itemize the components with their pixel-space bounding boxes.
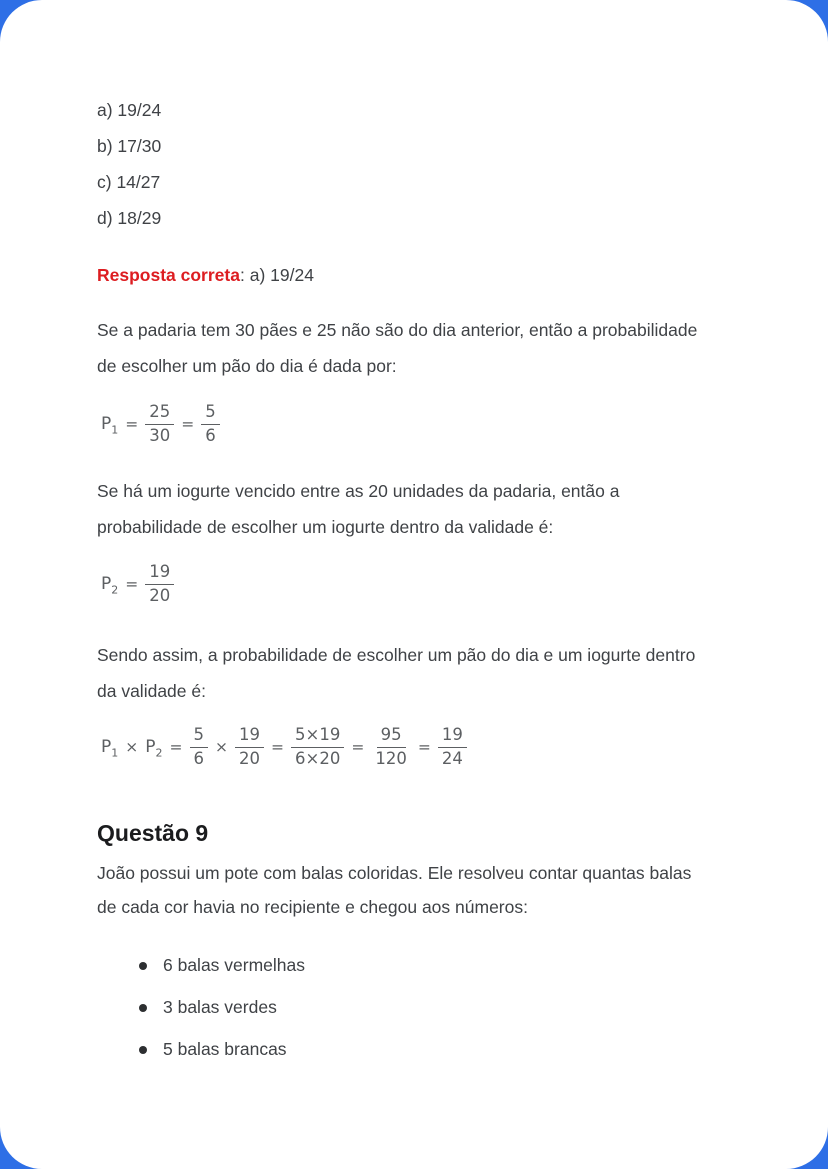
formula-operator: × — [125, 738, 139, 757]
explanation-paragraph-3-line-2: da validade é: — [97, 681, 206, 701]
bullet-item-label: 6 balas vermelhas — [163, 955, 306, 975]
formula-fraction: $\frac{19}{20}$ — [235, 726, 264, 769]
bullet-icon — [139, 962, 147, 970]
formula-fraction: $\frac{25}{30}$ — [145, 403, 174, 446]
formula-fraction: $\frac{5}{6}$ — [201, 403, 220, 446]
answer-option: d) 18/29 — [97, 208, 162, 228]
answer-option: a) 19/24 — [97, 100, 162, 120]
answer-option: c) 14/27 — [97, 172, 161, 192]
formula-operator: = — [169, 738, 183, 757]
formula-fraction: $\frac{95}{120}$ — [375, 725, 407, 768]
bullet-item-label: 3 balas verdes — [163, 997, 277, 1017]
list-item — [139, 955, 305, 976]
explanation-paragraph-2-line-1: Se há um iogurte vencido entre as 20 unidades da padaria, então a — [97, 481, 620, 501]
correct-answer-line — [97, 265, 314, 286]
formula-fraction: $\frac{19}{24}$ — [438, 726, 467, 769]
correct-answer-label: Resposta correta — [97, 265, 240, 285]
formula-variable: $P_2$ — [145, 736, 163, 760]
explanation-paragraph-3-line-1: Sendo assim, a probabilidade de escolher um pão do dia e um iogurte dentro — [97, 645, 696, 665]
formula-operator: = — [125, 415, 139, 434]
question-9-intro-line-2: de cada cor havia no recipiente e chegou aos números: — [97, 897, 528, 917]
formula-operator: = — [181, 415, 195, 434]
explanation-paragraph-1-line-1: Se a padaria tem 30 pães e 25 não são do dia anterior, então a probabilidade — [97, 320, 698, 340]
formula-p1 — [101, 403, 220, 446]
formula-fraction: $\frac{19}{20}$ — [145, 563, 174, 606]
list-item — [139, 997, 277, 1018]
formula-fraction: $\frac{5\times 19}{6\times 20}$ — [291, 726, 344, 769]
formula-p2 — [101, 563, 174, 606]
explanation-paragraph-1-line-2: de escolher um pão do dia é dada por: — [97, 356, 397, 376]
formula-variable: $P_1$ — [101, 413, 119, 437]
list-item — [139, 1039, 287, 1060]
explanation-paragraph-2-line-2: probabilidade de escolher um iogurte dentro da validade é: — [97, 517, 554, 537]
correct-answer-value: : a) 19/24 — [239, 265, 314, 285]
question-9-title: Questão 9 — [97, 820, 209, 846]
bullet-item-label: 5 balas brancas — [163, 1039, 287, 1059]
bullet-icon — [139, 1046, 147, 1054]
formula-fraction: $\frac{5}{6}$ — [190, 726, 209, 769]
formula-p1-times-p2 — [101, 726, 467, 769]
formula-variable: $P_1$ — [101, 736, 119, 760]
bullet-icon — [139, 1004, 147, 1012]
formula-operator: = — [271, 738, 285, 757]
formula-operator: = — [125, 575, 139, 594]
answer-option: b) 17/30 — [97, 136, 162, 156]
formula-operator: × — [215, 738, 229, 757]
formula-operator: = — [351, 738, 365, 757]
question-9-intro-line-1: João possui um pote com balas coloridas. Ele resolveu contar quantas balas — [97, 863, 692, 883]
formula-variable: $P_2$ — [101, 573, 119, 597]
formula-operator: = — [417, 738, 431, 757]
